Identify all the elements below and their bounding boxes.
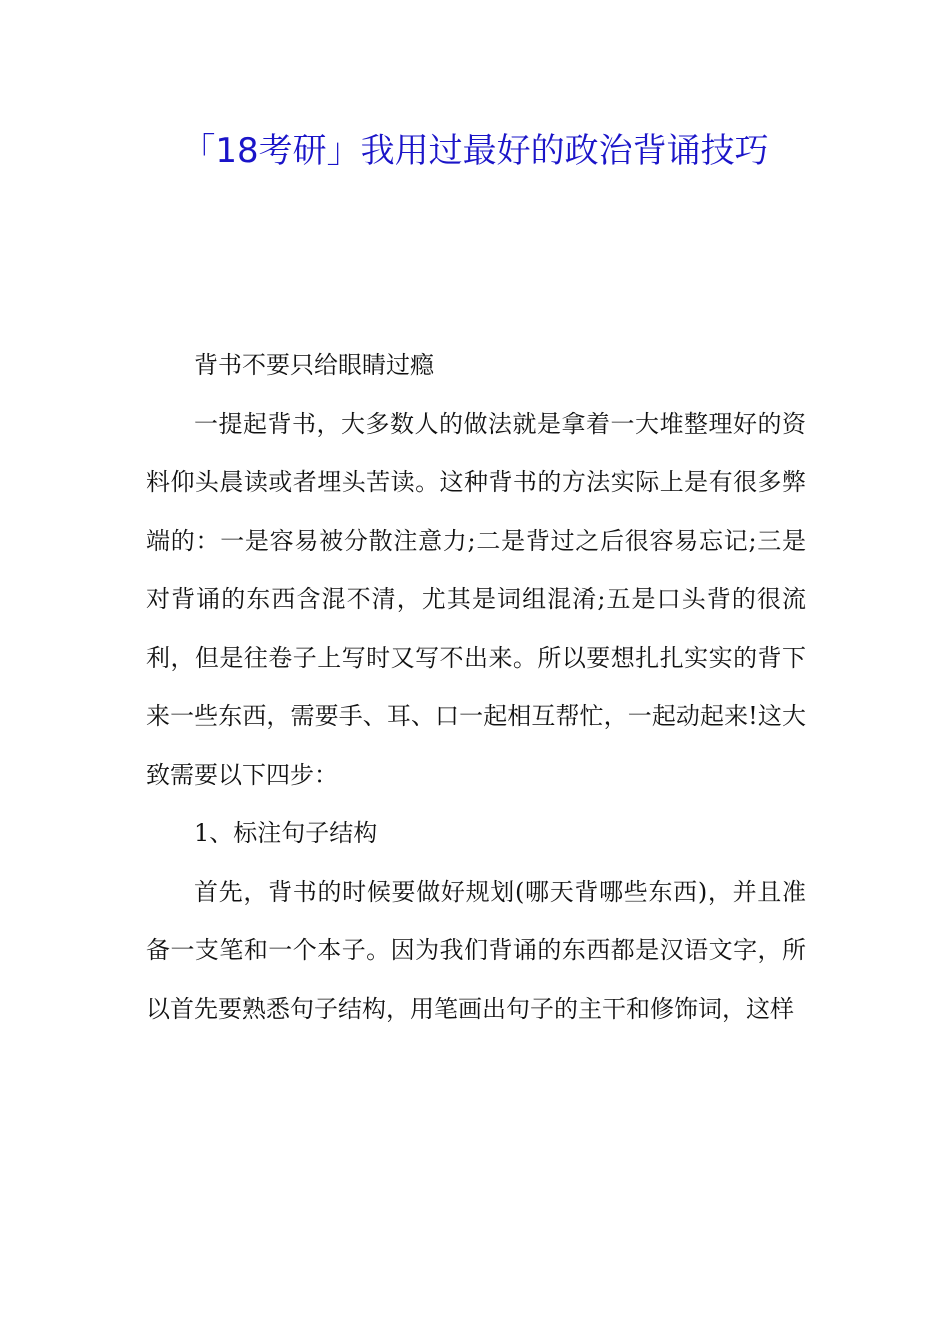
document-title: 「18考研」我用过最好的政治背诵技巧 [181,131,769,171]
paragraph-step-heading: 1、标注句子结构 [194,819,378,847]
paragraph-subheading: 背书不要只给眼睛过瘾 [194,351,434,379]
paragraph-intro: 一提起背书，大多数人的做法就是拿着一大堆整理好的资料仰头晨读或者埋头苦读。这种背书的方法实际上是有很多弊端的：一是容易被分散注意力;二是背过之后很容易忘记;三是对背诵的东西含混不清，尤其是词组混淆;五是口头背的很流利，但是往卷子上写时又写不出来。所以要想扎扎实实的背下来一些东西，需要手、耳、口一起相互帮忙，一起动起来!这大致需要以下四步： [146,409,806,789]
document-body [146,336,806,1038]
paragraph-step-body: 首先，背书的时候要做好规划(哪天背哪些东西)，并且准备一支笔和一个本子。因为我们背诵的东西都是汉语文字，所以首先要熟悉句子结构，用笔画出句子的主干和修饰词，这样 [146,877,806,1023]
